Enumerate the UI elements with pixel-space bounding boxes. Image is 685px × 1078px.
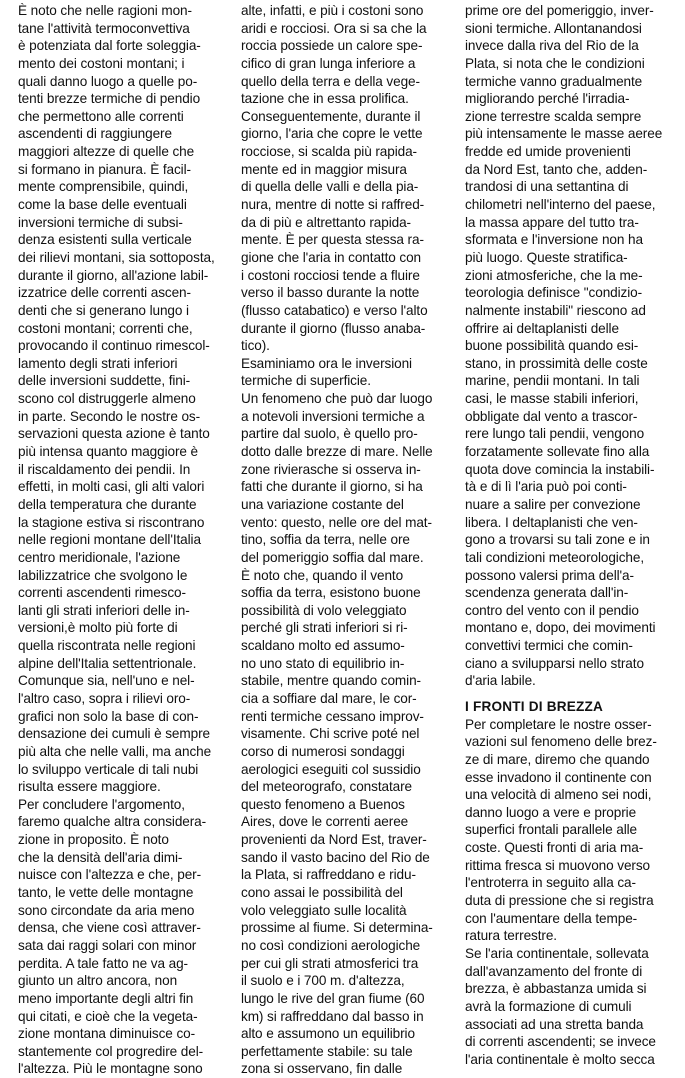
text-line: faremo qualche altra considera-	[18, 814, 207, 830]
text-line: partire dal suolo, è quello pro-	[241, 426, 418, 442]
text-column-1	[18, 2, 224, 1078]
text-line: giorno, l'aria che copre le vette	[241, 126, 423, 142]
text-line: alpine dell'Italia settentrionale.	[18, 655, 197, 671]
text-line: l'aria continentale è molto secca	[465, 1051, 655, 1067]
text-line: di correnti ascendenti; se invece	[465, 1034, 656, 1050]
text-line: stabile, mentre quando comin-	[241, 673, 421, 689]
text-line: obbligate dal vento a trascor-	[465, 408, 638, 424]
text-line: giunto un altro ancora, non	[18, 973, 178, 989]
text-line: nura, mentre di notte si raffred-	[241, 197, 425, 213]
text-line: tazione che in essa prolifica.	[241, 91, 409, 107]
text-line: cia a soffiare dal mare, le cor-	[241, 690, 417, 706]
text-line: perdita. A tale fatto ne va ag-	[18, 955, 188, 971]
text-line: ciano a svilupparsi nello strato	[465, 655, 644, 671]
text-line: denti che si generano lungo i	[18, 302, 189, 318]
text-line: contro del vento con il pendio	[465, 602, 639, 618]
text-line: Plata, si nota che le condizioni	[465, 55, 645, 71]
text-line: fredde ed umide provenienti	[465, 144, 631, 160]
text-line: scono col distruggerle almeno	[18, 391, 196, 407]
text-line: da di più e altrettanto rapida-	[241, 214, 411, 230]
text-line: ze di mare, diremo che quando	[465, 751, 650, 767]
text-line: stano, in prossimità delle coste	[465, 355, 648, 371]
text-line: nalmente instabili" riescono ad	[465, 302, 646, 318]
text-line: più luogo. Queste stratifica-	[465, 249, 628, 265]
text-line: da Nord Est, tanto che, adden-	[465, 161, 648, 177]
text-line: centro meridionale, l'azione	[18, 549, 181, 565]
text-line: del pomeriggio soffia dal mare.	[241, 549, 424, 565]
text-line: È noto che nelle ragioni mon-	[18, 3, 192, 18]
text-line: Se l'aria continentale, sollevata	[465, 945, 649, 961]
text-line: nuare a salire per convezione	[465, 496, 641, 512]
text-line: tino, soffia da terra, nelle ore	[241, 532, 410, 548]
text-line: delle inversioni suddette, fini-	[18, 373, 191, 389]
text-line: aridi e rocciosi. Ora si sa che la	[241, 20, 427, 36]
text-line: sioni termiche. Allontanandosi	[465, 20, 642, 36]
text-line: scaldano molto ed assumo-	[241, 638, 405, 654]
text-line: marine, pendii montani. In tali	[465, 373, 640, 389]
text-line: buone possibilità quando esi-	[465, 338, 639, 354]
text-line: tenti brezze termiche di pendio	[18, 91, 201, 107]
text-line: cono assai le possibilità del	[241, 885, 403, 901]
column-3-lower-text	[465, 716, 671, 1069]
text-line: la massa appare del tutto tra-	[465, 214, 639, 230]
text-line: durante il giorno (flusso anaba-	[241, 320, 426, 336]
text-line: migliorando perché l'irradia-	[465, 91, 630, 107]
text-line: vento: questo, nelle ore del mat-	[241, 514, 432, 530]
text-line: Conseguentemente, durante il	[241, 108, 421, 124]
text-line: sata dai raggi solari con minor	[18, 937, 197, 953]
text-line: in parte. Secondo le nostre os-	[18, 408, 201, 424]
text-line: tali condizioni meteorologiche,	[465, 549, 645, 565]
text-line: zione in proposito. È noto	[18, 832, 169, 848]
text-line: i costoni rocciosi tende a fluire	[241, 267, 420, 283]
text-line: lungo le rive del gran fiume (60	[241, 990, 425, 1006]
text-line: aerologici eseguiti col sussidio	[241, 761, 421, 777]
text-line: sono circondate da aria meno	[18, 902, 195, 918]
text-line: qui citati, e cioè che la vegeta-	[18, 1008, 198, 1024]
text-line: Per completare le nostre osser-	[465, 716, 652, 732]
text-line: coste. Questi fronti di aria ma-	[465, 840, 644, 856]
text-line: superfici frontali parallele alle	[465, 822, 637, 838]
text-line: offrire ai deltaplanisti delle	[465, 320, 619, 336]
text-line: volo veleggiato sulle località	[241, 902, 407, 918]
text-line: montano e, dopo, dei movimenti	[465, 620, 656, 636]
text-line: di quella delle valli e della pia-	[241, 179, 419, 195]
text-line: corso di numerosi sondaggi	[241, 743, 405, 759]
text-line: mente. È per questa stessa ra-	[241, 232, 424, 248]
text-line: È noto che, quando il vento	[241, 567, 404, 583]
text-line: con l'aumentare della tempe-	[465, 910, 638, 926]
text-line: servazioni questa azione è tanto	[18, 426, 210, 442]
text-line: mente comprensibile, quindi,	[18, 179, 189, 195]
text-line: si formano in pianura. È facil-	[18, 161, 191, 177]
text-line: brezza, è abbastanza umida si	[465, 981, 647, 997]
text-line: lamento degli strati inferiori	[18, 355, 178, 371]
text-line: invece dalla riva del Rio de la	[465, 38, 639, 54]
text-line: più alta che nelle valli, ma anche	[18, 743, 212, 759]
text-line: danno luogo a vere e proprie	[465, 804, 637, 820]
text-line: denza esistenti sulla verticale	[18, 232, 192, 248]
text-line: visamente. Chi scrive poté nel	[241, 726, 420, 742]
text-line: alte, infatti, e più i costoni sono	[241, 3, 424, 18]
text-line: a notevoli inversioni termiche a	[241, 408, 425, 424]
text-line: quello della terra e della vege-	[241, 73, 420, 89]
text-line: della temperatura che durante	[18, 496, 197, 512]
text-line: questo fenomeno a Buenos	[241, 796, 405, 812]
text-line: prossime al fiume. Si determina-	[241, 920, 433, 936]
text-line: d'aria labile.	[465, 673, 536, 689]
text-line: km) si raffreddano dal basso in	[241, 1008, 424, 1024]
text-line: una variazione costante del	[241, 496, 404, 512]
text-line: mento dei costoni montani; i	[18, 55, 185, 71]
text-line: perfettamente stabile: su tale	[241, 1043, 413, 1059]
text-line: forzatamente sollevate fino alla	[465, 444, 650, 460]
text-line: provocando il continuo rimescol-	[18, 338, 210, 354]
text-line: possibilità di volo veleggiato	[241, 602, 407, 618]
text-line: izzatrice delle correnti ascen-	[18, 285, 191, 301]
text-line: Esaminiamo ora le inversioni	[241, 355, 412, 371]
text-line: Comunque sia, nell'uno e nel-	[18, 673, 195, 689]
text-column-2	[241, 2, 447, 1078]
text-line: Aires, dove le correnti aeree	[241, 814, 409, 830]
text-line: meno importante degli altri fin	[18, 990, 194, 1006]
text-line: termiche vanno gradualmente	[465, 73, 643, 89]
text-line: densazione dei cumuli è sempre	[18, 726, 210, 742]
text-line: convettivi termici che comin-	[465, 638, 633, 654]
text-line: ratura terrestre.	[465, 928, 557, 944]
text-line: come la base delle eventuali	[18, 197, 187, 213]
text-column-3	[465, 2, 671, 1068]
text-line: quella riscontrata nelle regioni	[18, 638, 196, 654]
text-line: che permettono alle correnti	[18, 108, 184, 124]
text-line: esse invadono il continente con	[465, 769, 652, 785]
text-line: mente ed in maggior misura	[241, 161, 407, 177]
text-line: fatti che durante il giorno, si ha	[241, 479, 423, 495]
text-line: duta di pressione che si registra	[465, 893, 654, 909]
text-line: termiche di superficie.	[241, 373, 371, 389]
text-line: l'altezza. Più le montagne sono	[18, 1061, 203, 1077]
text-line: quota dove comincia la instabili-	[465, 461, 655, 477]
text-line: vazioni sul fenomeno delle brez-	[465, 734, 657, 750]
text-line: Un fenomeno che può dar luogo	[241, 391, 433, 407]
column-3-upper-text	[465, 2, 671, 690]
text-line: Per concludere l'argomento,	[18, 796, 185, 812]
text-line: zioni atmosferiche, che la me-	[465, 267, 643, 283]
text-line: più intensamente le masse aeree	[465, 126, 663, 142]
text-line: che la densità dell'aria dimi-	[18, 849, 183, 865]
text-line: per cui gli strati atmosferici tra	[241, 955, 419, 971]
text-line: zona si osservano, fin dalle	[241, 1061, 403, 1077]
text-line: sando il vasto bacino del Rio de	[241, 849, 430, 865]
text-line: costoni montani; correnti che,	[18, 320, 193, 336]
text-line: effetti, in molti casi, gli alti valori	[18, 479, 205, 495]
text-line: soffia da terra, esistono buone	[241, 585, 421, 601]
text-line: la stagione estiva si riscontrano	[18, 514, 205, 530]
text-line: prime ore del pomeriggio, inver-	[465, 3, 654, 18]
text-line: zone rivierasche si osserva in-	[241, 461, 421, 477]
text-line: è potenziata dal forte soleggia-	[18, 38, 201, 54]
text-line: casi, le masse stabili inferiori,	[465, 391, 639, 407]
text-line: labilizzatrice che svolgono le	[18, 567, 188, 583]
text-line: stantemente col progredire del-	[18, 1043, 204, 1059]
text-line: la Plata, si raffreddano e ridu-	[241, 867, 416, 883]
text-line: dotto dalle brezze di mare. Nelle	[241, 444, 433, 460]
text-line: no uno stato di equilibrio in-	[241, 655, 405, 671]
text-line: avrà la formazione di cumuli	[465, 998, 632, 1014]
text-line: densa, che viene così attraver-	[18, 920, 201, 936]
text-line: scendenza generata dall'in-	[465, 585, 629, 601]
text-line: sformata e l'inversione non ha	[465, 232, 643, 248]
text-line: gione che l'aria in contatto con	[241, 249, 422, 265]
text-line: libera. I deltaplanisti che ven-	[465, 514, 638, 530]
text-line: lo sviluppo verticale di tali nubi	[18, 761, 199, 777]
text-line: più intensa quanto maggiore è	[18, 444, 198, 460]
text-line: tà e di lì l'aria può poi conti-	[465, 479, 627, 495]
text-line: cifico di gran lunga inferiore a	[241, 55, 416, 71]
text-line: maggiori altezze di quelle che	[18, 144, 195, 160]
text-line: associati ad una stretta banda	[465, 1016, 644, 1032]
text-line: tico).	[241, 338, 270, 354]
text-line: lanti gli strati inferiori delle in-	[18, 602, 190, 618]
text-line: del meteorografo, constatare	[241, 779, 412, 795]
text-line: una velocità di almeno sei nodi,	[465, 787, 652, 803]
text-line: perché gli strati inferiori si ri-	[241, 620, 408, 636]
text-line: tane l'attività termoconvettiva	[18, 20, 190, 36]
text-line: quali danno luogo a quelle po-	[18, 73, 198, 89]
text-line: il suolo e i 700 m. d'altezza,	[241, 973, 405, 989]
text-line: roccia possiede un calore spe-	[241, 38, 423, 54]
text-line: rere lungo tali pendii, vengono	[465, 426, 645, 442]
text-line: zione terrestre scalda sempre	[465, 108, 642, 124]
text-line: il riscaldamento dei pendii. In	[18, 461, 191, 477]
text-line: nuisce con l'altezza e che, per-	[18, 867, 202, 883]
text-line: verso il basso durante la notte	[241, 285, 420, 301]
text-line: possono valersi prima dell'a-	[465, 567, 634, 583]
text-line: nelle regioni montane dell'Italia	[18, 532, 201, 548]
section-heading: I FRONTI DI BREZZA	[465, 698, 604, 714]
text-line: inversioni termiche di subsi-	[18, 214, 183, 230]
text-line: provenienti da Nord Est, traver-	[241, 832, 427, 848]
text-line: rocciose, si scalda più rapida-	[241, 144, 417, 160]
text-line: grafici non solo la base di con-	[18, 708, 199, 724]
text-line: renti termiche cessano improv-	[241, 708, 424, 724]
text-line: l'altro caso, sopra i rilievi oro-	[18, 690, 191, 706]
text-line: no così condizioni aerologiche	[241, 937, 421, 953]
text-line: durante il giorno, all'azione labil-	[18, 267, 209, 283]
text-line: rittima fresca si muovono verso	[465, 857, 651, 873]
text-line: versioni,è molto più forte di	[18, 620, 178, 636]
text-line: dall'avanzamento del fronte di	[465, 963, 643, 979]
text-line: dei rilievi montani, sia sottoposta,	[18, 249, 215, 265]
text-line: alto e assumono un equilibrio	[241, 1026, 415, 1042]
text-line: ascendenti di raggiungere	[18, 126, 172, 142]
text-line: gono a trovarsi su tali zone e in	[465, 532, 650, 548]
text-line: trandosi di una settantina di	[465, 179, 629, 195]
text-line: chilometri nell'interno del paese,	[465, 197, 656, 213]
text-line: teorologia definisce "condizio-	[465, 285, 643, 301]
text-line: (flusso catabatico) e verso l'alto	[241, 302, 428, 318]
text-line: correnti ascendenti rimesco-	[18, 585, 186, 601]
text-line: risulta essere maggiore.	[18, 779, 161, 795]
text-line: tanto, le vette delle montagne	[18, 885, 194, 901]
text-line: zione montana diminuisce co-	[18, 1026, 196, 1042]
text-line: l'entroterra in seguito alla ca-	[465, 875, 636, 891]
